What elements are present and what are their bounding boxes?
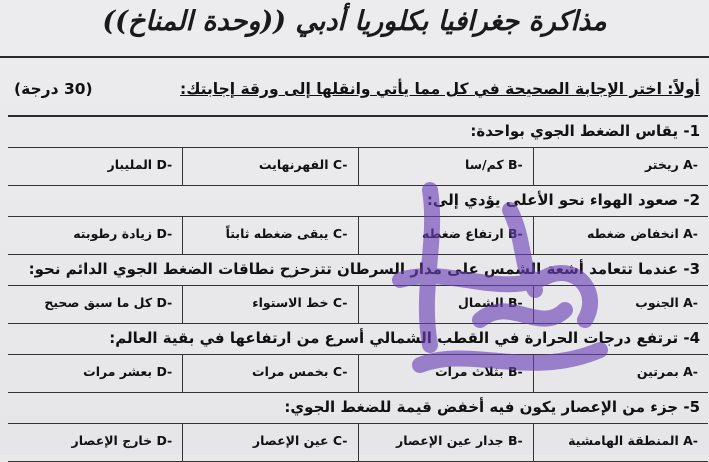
option-d[interactable] bbox=[8, 148, 182, 185]
section-instruction: أولاً: اختر الإجابة الصحيحة في كل مما يأتي وانقلها إلى ورقة إجابتك: bbox=[180, 80, 700, 98]
question-row bbox=[8, 186, 708, 217]
option-a[interactable] bbox=[533, 148, 708, 185]
option-letter: C- bbox=[332, 157, 348, 172]
option-letter: A- bbox=[683, 364, 698, 379]
question-row bbox=[8, 324, 708, 355]
option-letter: B- bbox=[508, 157, 523, 172]
option-letter: A- bbox=[683, 226, 698, 241]
option-c[interactable] bbox=[182, 217, 357, 254]
option-a[interactable] bbox=[533, 217, 708, 254]
option-b[interactable] bbox=[358, 148, 533, 185]
option-letter: A- bbox=[683, 295, 698, 310]
option-text: بخمس مرات bbox=[252, 364, 333, 379]
worksheet-title: مذاكرة جغرافيا بكلوريا أدبي ((وحدة المناخ)) bbox=[102, 6, 607, 37]
option-c[interactable] bbox=[182, 424, 357, 461]
option-letter: D- bbox=[156, 364, 173, 379]
question-row bbox=[8, 117, 708, 148]
option-text: يبقى ضغطه ثابتاً bbox=[225, 226, 333, 241]
option-text: زيادة رطوبته bbox=[73, 226, 157, 241]
option-text: ارتفاع ضغطه bbox=[422, 226, 509, 241]
option-letter: C- bbox=[332, 364, 348, 379]
option-letter: D- bbox=[156, 433, 173, 448]
questions-table bbox=[8, 115, 708, 462]
option-b[interactable] bbox=[358, 217, 533, 254]
section-header bbox=[10, 76, 700, 106]
option-text: بمرتين bbox=[636, 364, 684, 379]
option-letter: B- bbox=[508, 295, 523, 310]
options-row bbox=[8, 424, 708, 462]
option-c[interactable] bbox=[182, 148, 357, 185]
option-letter: C- bbox=[332, 433, 348, 448]
option-letter: B- bbox=[508, 364, 523, 379]
question-text: 2- صعود الهواء نحو الأعلى يؤدي إلى: bbox=[426, 191, 700, 209]
question-text: 3- عندما تتعامد أشعة الشمس على مدار السرطان تتزحزح نطاقات الضغط الجوي الدائم نحو: bbox=[28, 260, 700, 278]
options-row bbox=[8, 148, 708, 186]
option-letter: C- bbox=[332, 295, 348, 310]
option-a[interactable] bbox=[533, 424, 708, 461]
option-a[interactable] bbox=[533, 286, 708, 323]
question-text: 5- جزء من الإعصار يكون فيه أخفض قيمة للضغط الجوي: bbox=[284, 398, 700, 416]
option-letter: A- bbox=[683, 433, 698, 448]
question-row bbox=[8, 255, 708, 286]
options-row bbox=[8, 355, 708, 393]
option-text: المنطقة الهامشية bbox=[568, 433, 684, 448]
options-row bbox=[8, 286, 708, 324]
option-text: الجنوب bbox=[635, 295, 684, 310]
option-b[interactable] bbox=[358, 355, 533, 392]
question-text: 4- ترتفع درجات الحرارة في القطب الشمالي أسرع من ارتفاعها في بقية العالم: bbox=[109, 329, 700, 347]
option-c[interactable] bbox=[182, 355, 357, 392]
title-divider bbox=[0, 56, 709, 58]
option-letter: B- bbox=[508, 226, 523, 241]
option-b[interactable] bbox=[358, 424, 533, 461]
option-text: كل ما سبق صحيح bbox=[44, 295, 157, 310]
option-letter: D- bbox=[156, 226, 173, 241]
option-c[interactable] bbox=[182, 286, 357, 323]
option-text: بعشر مرات bbox=[83, 364, 157, 379]
option-a[interactable] bbox=[533, 355, 708, 392]
option-letter: C- bbox=[332, 226, 348, 241]
option-letter: D- bbox=[156, 157, 173, 172]
option-letter: D- bbox=[156, 295, 173, 310]
option-text: الشمال bbox=[458, 295, 509, 310]
option-text: المليبار bbox=[107, 157, 157, 172]
option-text: عين الإعصار bbox=[252, 433, 333, 448]
option-text: بثلاث مرات bbox=[435, 364, 509, 379]
option-letter: B- bbox=[508, 433, 523, 448]
question-row bbox=[8, 393, 708, 424]
option-text: خارج الإعصار bbox=[71, 433, 157, 448]
option-text: كم/سا bbox=[465, 157, 509, 172]
option-text: الفهرنهايت bbox=[258, 157, 333, 172]
option-d[interactable] bbox=[8, 355, 182, 392]
option-letter: A- bbox=[683, 157, 698, 172]
option-text: خط الاستواء bbox=[252, 295, 333, 310]
option-d[interactable] bbox=[8, 424, 182, 461]
option-text: ريختر bbox=[644, 157, 684, 172]
option-text: انخفاض ضغطه bbox=[587, 226, 684, 241]
option-d[interactable] bbox=[8, 217, 182, 254]
option-b[interactable] bbox=[358, 286, 533, 323]
question-text: 1- يقاس الضغط الجوي بواحدة: bbox=[470, 122, 700, 140]
option-d[interactable] bbox=[8, 286, 182, 323]
options-row bbox=[8, 217, 708, 255]
section-grade: (30 درجة) bbox=[14, 80, 93, 98]
option-text: جدار عين الإعصار bbox=[396, 433, 509, 448]
